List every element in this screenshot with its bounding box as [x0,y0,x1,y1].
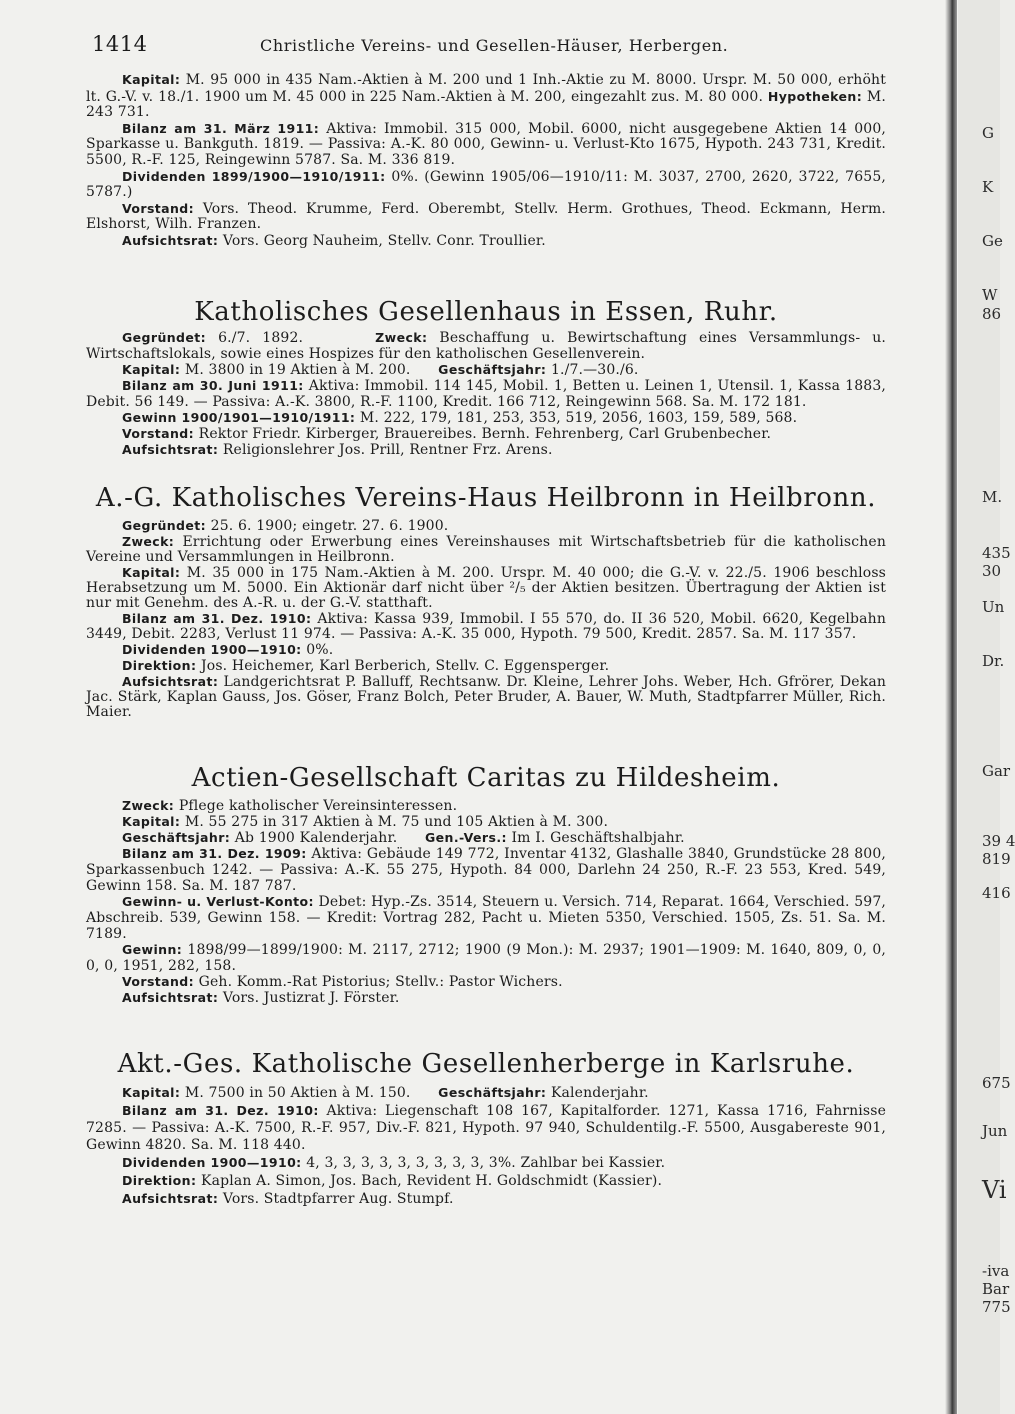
field-label: Kapital: [122,813,181,829]
adjacent-fragment: Dr. [982,652,1005,670]
adjacent-fragment: Jun [982,1122,1008,1140]
field-text: Beschaffung u. Bewirtschaftung eines Versammlungs- u. Wirtschaftslokals, sowie eines Hospizes für den katholischen Gesellenverein. [86,329,886,362]
entry-paragraph [86,1172,886,1190]
entry-paragraph [86,72,886,121]
entry-paragraph [86,1190,886,1208]
entry-paragraph [86,830,886,846]
field-label: Zweck: [122,533,175,549]
field-text: Landgerichtsrat P. Balluff, Rechtsanw. Dr. Kleine, Lehrer Johs. Weber, Hch. Gfrörer, Dekan Jac. Stärk, Kaplan Gauss, Jos. Göser, Franz Bolch, Peter Bruder, A. Bauer, W. Muth, Stadtpfarrer Müller, Rich. Maier. [86,673,886,720]
adjacent-fragment: Un [982,598,1005,616]
field-label: Gen.-Vers.: [424,829,507,845]
field-label: Gewinn- u. Verlust-Konto: [122,893,314,909]
entry-karlsruhe [86,1044,886,1208]
adjacent-fragment: G [982,124,994,142]
page-number: 1414 [92,32,148,56]
field-label: Direktion: [122,1172,197,1188]
entry-paragraph [86,1154,886,1172]
field-text: 6./7. 1892. [218,329,304,346]
adjacent-fragment: W [982,286,998,304]
adjacent-fragment: Vi [982,1176,1007,1204]
field-label: Direktion: [122,657,197,673]
entry-paragraph [86,233,886,250]
field-label: Gegründet: [122,329,207,345]
entry-paragraph [86,798,886,814]
field-label: Bilanz am 31. März 1911: [122,120,320,136]
adjacent-fragment: 775 [982,1298,1011,1316]
adjacent-fragment: Gar [982,762,1011,780]
field-text: Rektor Friedr. Kirberger, Brauereibes. Bernh. Fehrenberg, Carl Grubenbecher. [198,425,772,442]
field-label: Geschäftsjahr: [122,829,231,845]
field-label: Geschäftsjahr: [438,361,547,377]
field-text: Errichtung oder Erwerbung eines Vereinshauses mit Wirtschaftsbetrieb für die katholischen Vereine und Versammlungen in Heilbronn. [86,533,886,565]
field-text: Vors. Georg Nauheim, Stellv. Conr. Troullier. [222,232,546,249]
field-label: Dividenden 1899/1900—1910/1911: [122,168,386,184]
field-text: Kaplan A. Simon, Jos. Bach, Revident H. Goldschmidt (Kassier). [200,1172,663,1189]
field-label: Gewinn 1900/1901—1910/1911: [122,409,356,425]
field-label: Kapital: [122,361,181,377]
field-text: M. 222, 179, 181, 253, 353, 519, 2056, 1603, 159, 589, 568. [359,409,798,426]
field-text: Ab 1900 Kalenderjahr. [234,829,398,846]
entry-paragraph [86,442,886,458]
field-text: Vors. Theod. Krumme, Ferd. Oberembt, Stellv. Herm. Grothues, Theod. Eckmann, Herm. Elshorst, Wilh. Franzen. [86,200,886,233]
entry-paragraph [86,121,886,169]
field-label: Dividenden 1900—1910: [122,1154,302,1170]
field-text: Vors. Justizrat J. Förster. [222,989,400,1006]
field-text: Aktiva: Gebäude 149 772, Inventar 4132, Glashalle 3840, Grundstücke 28 800, Sparkassenbuch 1242. — Passiva: A.-K. 55 275, Hypoth. 84 000, Darlehn 24 250, R.-F. 23 553, Kred. 549, Gewinn 158. Sa. M. 187 787. [86,845,887,894]
field-text: 25. 6. 1900; eingetr. 27. 6. 1900. [210,517,449,534]
field-label: Bilanz am 31. Dez. 1909: [122,845,307,861]
field-text: Debet: Hyp.-Zs. 3514, Steuern u. Versich. 714, Reparat. 1664, Verschied. 597, Abschreib. 539, Gewinn 158. — Kredit: Vortrag 282, Pacht u. Mieten 5350, Verschied. 1505, Zs. 51. Sa. M. 7189. [86,893,886,942]
field-text: M. 243 731. [86,88,886,121]
entry-title: Katholisches Gesellenhaus in Essen, Ruhr. [194,296,778,327]
field-label: Aufsichtsrat: [122,673,219,689]
field-text: Aktiva: Immobil. 315 000, Mobil. 6000, nicht ausgegebene Aktien 14 000, Sparkasse u. Bankguth. 1819. — Passiva: A.-K. 80 000, Gewinn- u. Verlust-Kto 1675, Hypoth. 243 731, Kredit. 5500, R.-F. 125, Reingewinn 5787. Sa. M. 336 819. [86,120,886,168]
adjacent-fragment: 819 [982,850,1011,868]
field-label: Bilanz am 31. Dez. 1910: [122,610,312,626]
entry-paragraph [86,201,886,233]
field-text: 0%. (Gewinn 1905/06—1910/11: M. 3037, 2700, 2620, 3722, 7655, 5787.) [86,168,886,201]
field-label: Hypotheken: [767,88,863,104]
entry-paragraph [86,330,886,362]
field-text: M. 35 000 in 175 Nam.-Aktien à M. 200. Urspr. M. 40 000; die G.-V. v. 22./5. 1906 beschloss Herabsetzung um M. 5000. Ein Aktionär darf nicht über ²/₅ der Aktien besitzen. Übertragung der Aktien ist nur mit Genehm. des A.-R. u. der G.-V. statthaft. [86,564,886,611]
field-label: Dividenden 1900—1910: [122,641,302,657]
adjacent-fragment: Bar [982,1280,1010,1298]
entry-paragraph [86,1102,886,1154]
adjacent-fragment: -iva [982,1262,1010,1280]
entry-title: A.-G. Katholisches Vereins-Haus Heilbronn in Heilbronn. [95,482,877,513]
adjacent-fragment: 86 [982,305,1002,323]
field-text: 1898/99—1899/1900: M. 2117, 2712; 1900 (9 Mon.): M. 2937; 1901—1909: M. 1640, 809, 0, 0, 0, 0, 1951, 282, 158. [86,941,886,974]
page-header [92,32,892,62]
entry-paragraph [86,814,886,830]
entry-paragraph [86,378,886,410]
field-label: Bilanz am 31. Dez. 1910: [122,1102,319,1118]
entry-hildesheim [86,758,886,1006]
field-label: Bilanz am 30. Juni 1911: [122,377,304,393]
field-text: Aktiva: Liegenschaft 108 167, Kapitalforder. 1271, Kassa 1716, Fahrnisse 7285. — Passiva: A.-K. 7500, R.-F. 957, Div.-F. 821, Hypoth. 97 940, Schuldentilg.-F. 5500, Ausgabereste 901, Gewinn 4820. Sa. M. 118 440. [86,1102,887,1153]
entry-paragraph [86,1084,886,1102]
field-text: 4, 3, 3, 3, 3, 3, 3, 3, 3, 3, 3%. Zahlbar bei Kassier. [306,1154,666,1171]
entry-title: Akt.-Ges. Katholische Gesellenherberge in Karlsruhe. [117,1048,855,1079]
entry-paragraph [86,642,886,658]
field-label: Aufsichtsrat: [122,232,219,248]
entry-paragraph [86,974,886,990]
entry-paragraph [86,942,886,974]
field-text: M. 3800 in 19 Aktien à M. 200. [184,361,411,378]
field-text: Religionslehrer Jos. Prill, Rentner Frz. Arens. [222,441,553,458]
entry-paragraph [86,846,886,894]
entry-paragraph [86,169,886,201]
field-text: M. 95 000 in 435 Nam.-Aktien à M. 200 und 1 Inh.-Aktie zu M. 8000. Urspr. M. 50 000, erhöht lt. G.-V. v. 18./1. 1900 um M. 45 000 in 225 Nam.-Aktien à M. 200, eingezahlt zus. M. 80 000. [86,72,886,105]
entry-title: Actien-Gesellschaft Caritas zu Hildesheim. [191,762,781,793]
field-label: Kapital: [122,564,181,580]
running-head: Christliche Vereins- und Gesellen-Häuser, Herbergen. [260,36,729,55]
field-text: Kalenderjahr. [550,1084,649,1101]
adjacent-fragment: 30 [982,562,1002,580]
field-text: Pflege katholischer Vereinsinteressen. [178,797,458,814]
entry-paragraph [86,674,886,720]
entry-paragraph [86,426,886,442]
adjacent-fragment: 39 4 [982,832,1015,850]
entry-paragraph [86,658,886,674]
entry-paragraph [86,362,886,378]
field-text: Aktiva: Kassa 939, Immobil. I 55 570, do. II 36 520, Mobil. 6620, Kegelbahn 3449, Debit. 2283, Verlust 11 974. — Passiva: A.-K. 35 000, Hypoth. 79 500, Kredit. 2857. Sa. M. 117 357. [86,610,886,642]
book-binding [945,0,957,1414]
field-label: Zweck: [122,797,175,813]
field-label: Vorstand: [122,200,195,216]
field-text: Geh. Komm.-Rat Pistorius; Stellv.: Pastor Wichers. [198,973,563,990]
adjacent-fragment: Ge [982,232,1003,250]
adjacent-fragment: 416 [982,884,1011,902]
entry-continued [86,72,886,250]
field-text: M. 55 275 in 317 Aktien à M. 75 und 105 Aktien à M. 300. [184,813,609,830]
entry-paragraph [86,894,886,942]
entry-paragraph [86,518,886,534]
field-label: Aufsichtsrat: [122,1190,219,1206]
field-label: Aufsichtsrat: [122,989,219,1005]
field-text: 1./7.—30./6. [550,361,639,378]
entry-heilbronn [86,478,886,720]
field-text: Aktiva: Immobil. 114 145, Mobil. 1, Betten u. Leinen 1, Utensil. 1, Kassa 1883, Debit. 56 149. — Passiva: A.-K. 3800, R.-F. 1100, Kredit. 166 712, Reingewinn 568. Sa. M. 172 181. [86,377,886,410]
field-label: Kapital: [122,1084,181,1100]
adjacent-fragment: K [982,178,994,196]
entry-paragraph [86,990,886,1006]
adjacent-fragment: 675 [982,1074,1011,1092]
entry-essen [86,294,886,458]
entry-paragraph [86,611,886,642]
field-text: Jos. Heichemer, Karl Berberich, Stellv. C. Eggensperger. [200,657,610,674]
entry-paragraph [86,534,886,565]
field-label: Geschäftsjahr: [438,1084,547,1100]
field-label: Gegründet: [122,517,207,533]
company-entries [86,72,886,1208]
field-label: Vorstand: [122,425,195,441]
field-label: Kapital: [122,72,181,87]
field-label: Gewinn: [122,941,183,957]
entry-paragraph [86,565,886,611]
field-label: Aufsichtsrat: [122,441,219,457]
field-text: Im I. Geschäftshalbjahr. [511,829,685,846]
field-text: M. 7500 in 50 Aktien à M. 150. [184,1084,411,1101]
adjacent-fragment: 435 [982,544,1011,562]
adjacent-fragment: M. [982,488,1003,506]
field-text: 0%. [306,641,334,658]
field-label: Vorstand: [122,973,195,989]
entry-paragraph [86,410,886,426]
field-text: Vors. Stadtpfarrer Aug. Stumpf. [222,1190,454,1207]
field-label: Zweck: [375,329,428,345]
